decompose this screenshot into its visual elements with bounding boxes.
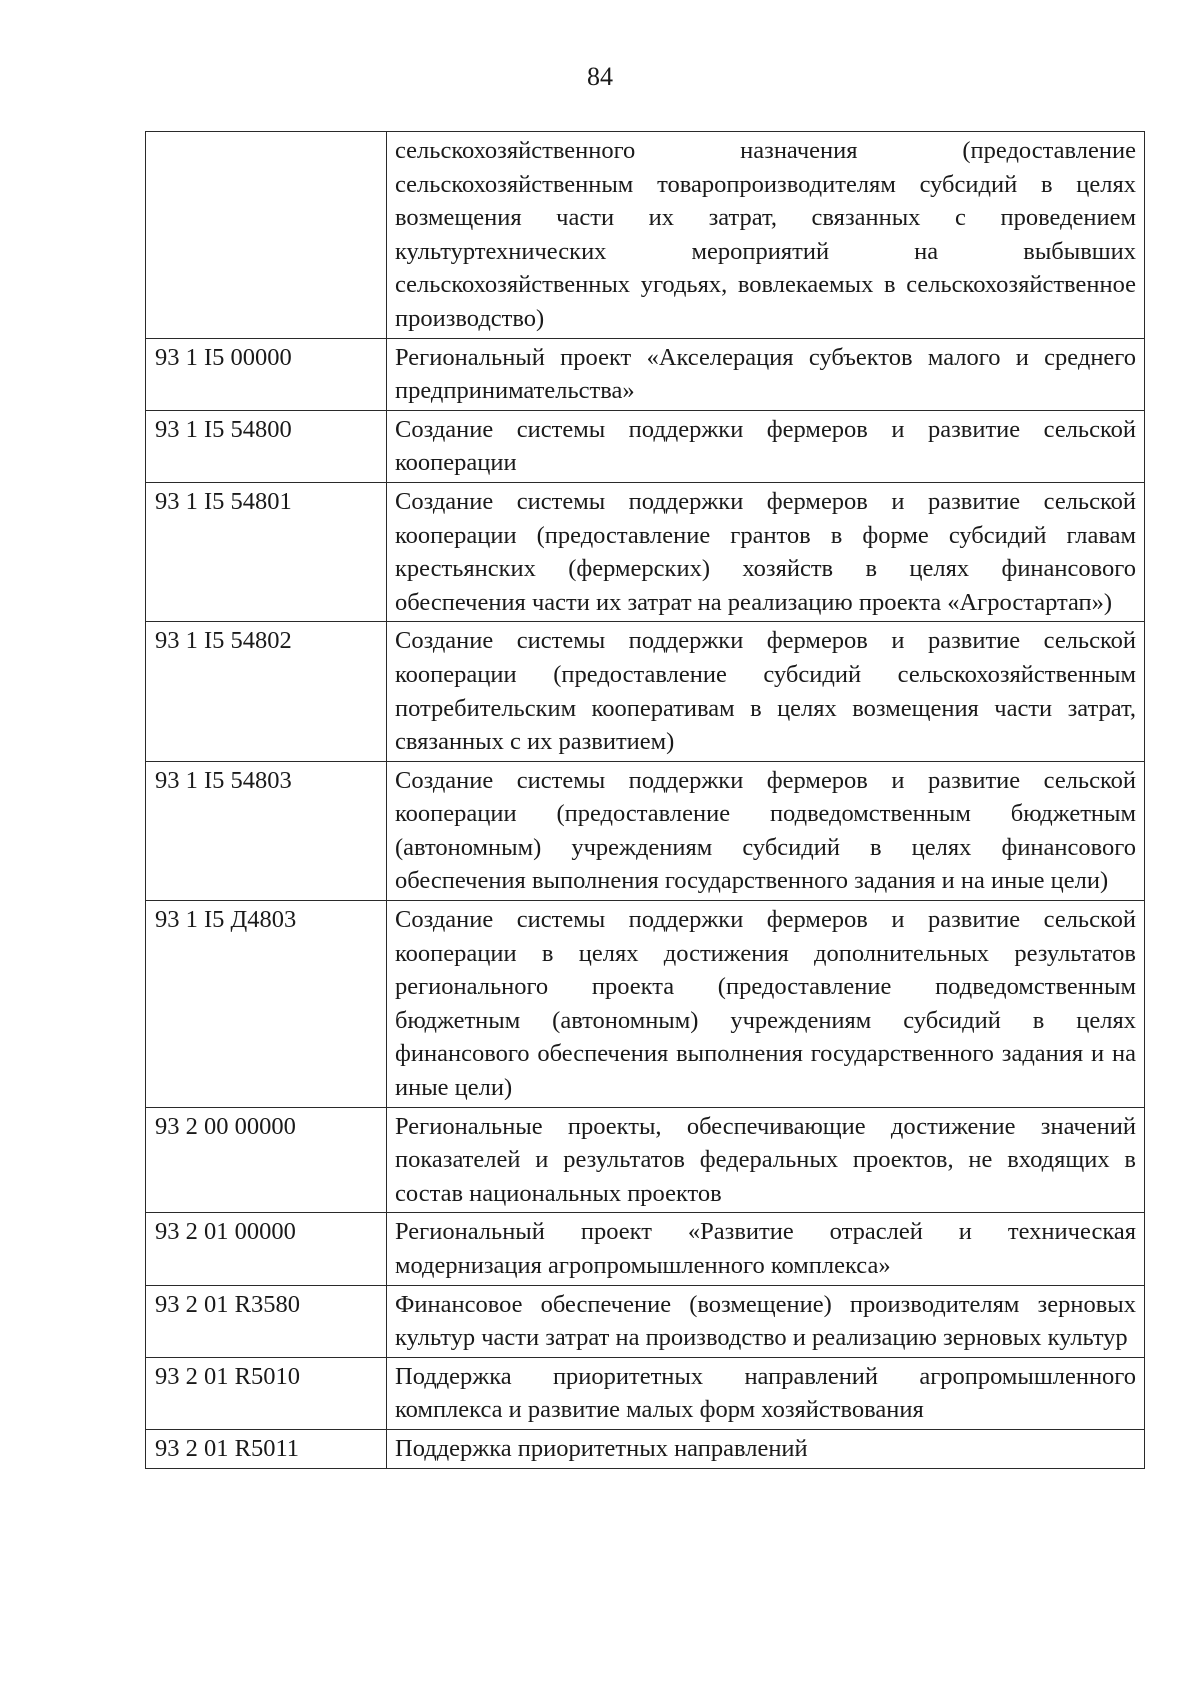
table-row <box>146 1213 1145 1285</box>
classification-code: 93 1 I5 Д4803 <box>146 901 387 1108</box>
expense-name: Поддержка приоритетных направлений агропромышленного комплекса и развитие малых форм хозяйствования <box>387 1357 1145 1429</box>
classification-code: 93 2 00 00000 <box>146 1107 387 1213</box>
table-row <box>146 1107 1145 1213</box>
expense-name: Создание системы поддержки фермеров и развитие сельской кооперации (предоставление субсидий сельскохозяйственным потребительским кооперативам в целях возмещения части затрат, связанных с их развитием) <box>387 622 1145 761</box>
classification-code: 93 1 I5 54801 <box>146 482 387 621</box>
classification-code: 93 1 I5 00000 <box>146 338 387 410</box>
expense-name: Создание системы поддержки фермеров и развитие сельской кооперации в целях достижения дополнительных результатов регионального проекта (предоставление подведомственным бюджетным (автономным) учреждениям субсидий в целях финансового обеспечения выполнения государственного задания и на иные цели) <box>387 901 1145 1108</box>
table-row <box>146 1429 1145 1468</box>
table-row <box>146 1357 1145 1429</box>
expense-name: Создание системы поддержки фермеров и развитие сельской кооперации <box>387 410 1145 482</box>
expense-name: Региональный проект «Развитие отраслей и техническая модернизация агропромышленного комплекса» <box>387 1213 1145 1285</box>
page-number: 84 <box>587 62 613 91</box>
budget-classification-table <box>145 131 1145 1469</box>
classification-code <box>146 132 387 339</box>
table-row <box>146 1285 1145 1357</box>
classification-code: 93 2 01 R5010 <box>146 1357 387 1429</box>
classification-code: 93 1 I5 54803 <box>146 761 387 900</box>
expense-name: Региональные проекты, обеспечивающие достижение значений показателей и результатов федеральных проектов, не входящих в состав национальных проектов <box>387 1107 1145 1213</box>
classification-code: 93 1 I5 54802 <box>146 622 387 761</box>
classification-code: 93 2 01 00000 <box>146 1213 387 1285</box>
table-row <box>146 761 1145 900</box>
classification-code: 93 2 01 R5011 <box>146 1429 387 1468</box>
expense-name: Создание системы поддержки фермеров и развитие сельской кооперации (предоставление грантов в форме субсидий главам крестьянских (фермерских) хозяйств в целях финансового обеспечения части их затрат на реализацию проекта «Агростартап») <box>387 482 1145 621</box>
expense-name: Региональный проект «Акселерация субъектов малого и среднего предпринимательства» <box>387 338 1145 410</box>
table-row <box>146 338 1145 410</box>
table-row <box>146 132 1145 339</box>
table-row <box>146 410 1145 482</box>
expense-name: Создание системы поддержки фермеров и развитие сельской кооперации (предоставление подведомственным бюджетным (автономным) учреждениям субсидий в целях финансового обеспечения выполнения государственного задания и на иные цели) <box>387 761 1145 900</box>
table-row <box>146 622 1145 761</box>
table-body <box>146 132 1145 1469</box>
expense-name: Поддержка приоритетных направлений <box>387 1429 1145 1468</box>
table-row <box>146 482 1145 621</box>
classification-code: 93 1 I5 54800 <box>146 410 387 482</box>
table-row <box>146 901 1145 1108</box>
expense-name: сельскохозяйственного назначения (предоставление сельскохозяйственным товаропроизводителям субсидий в целях возмещения части их затрат, связанных с проведением культуртехнических мероприятий на выбывших сельскохозяйственных угодьях, вовлекаемых в сельскохозяйственное производство) <box>387 132 1145 339</box>
expense-name: Финансовое обеспечение (возмещение) производителям зерновых культур части затрат на производство и реализацию зерновых культур <box>387 1285 1145 1357</box>
classification-code: 93 2 01 R3580 <box>146 1285 387 1357</box>
